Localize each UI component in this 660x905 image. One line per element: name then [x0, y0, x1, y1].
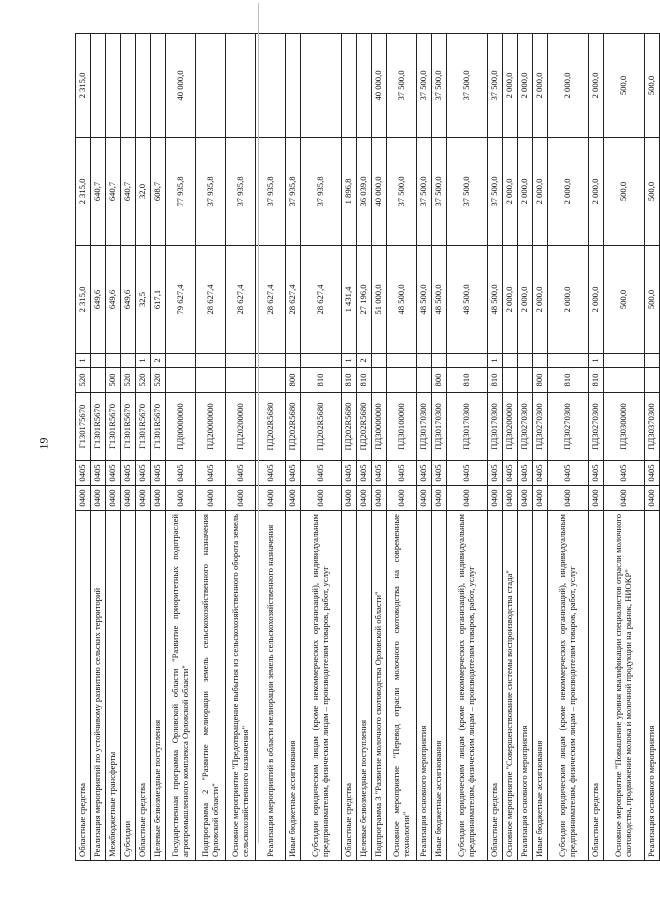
- source-code: [604, 354, 645, 368]
- source-code: [166, 354, 196, 368]
- source-code: [432, 354, 447, 368]
- vr-code: [417, 368, 432, 393]
- source-code: 2: [151, 354, 166, 368]
- vr-code: 520: [76, 368, 91, 393]
- row-name: Реализация мероприятий по устойчивому развитию сельских территорий: [91, 511, 106, 861]
- target-code: ПД30200000: [503, 393, 518, 461]
- row-name: Основное мероприятие "Повышение уровня квалификации специалистов отрасли молочного скотоводства, продвижение молока и молочной продукции на рынок, НИОКР": [604, 511, 645, 861]
- ved-code: 0400: [196, 486, 226, 511]
- target-code: ПД30170300: [447, 393, 488, 461]
- table-row: [166, 34, 196, 861]
- source-code: [503, 354, 518, 368]
- vr-code: [91, 368, 106, 393]
- source-code: 2: [357, 354, 372, 368]
- amount-1: 32,5: [136, 246, 151, 354]
- amount-2: 37 935,8: [256, 138, 286, 246]
- amount-2: 608,7: [151, 138, 166, 246]
- razdel-code: 0405: [533, 461, 548, 486]
- target-code: ПД30270300: [589, 393, 604, 461]
- amount-1: 79 627,4: [166, 246, 196, 354]
- amount-2: 37 935,8: [301, 138, 342, 246]
- amount-2: 37 500,0: [488, 138, 503, 246]
- amount-2: 640,7: [106, 138, 121, 246]
- vr-code: 810: [488, 368, 503, 393]
- ved-code: 0400: [372, 486, 387, 511]
- table-row: [447, 34, 488, 861]
- amount-3: [357, 34, 372, 138]
- amount-1: 500,0: [604, 246, 645, 354]
- table-row: [76, 34, 91, 861]
- ved-code: 0400: [604, 486, 645, 511]
- amount-3: 37 500,0: [488, 34, 503, 138]
- amount-1: 617,1: [151, 246, 166, 354]
- row-name: Субсидии юридическим лицам (кроме некоммерческих организаций), индивидуальным предпринимателям, физическим лицам – производителям товаров, работ, услуг: [447, 511, 488, 861]
- amount-3: [226, 34, 256, 138]
- ved-code: 0400: [447, 486, 488, 511]
- target-code: ПД202R5680: [256, 393, 286, 461]
- row-name: Областные средства: [589, 511, 604, 861]
- target-code: ПД30270300: [518, 393, 533, 461]
- ved-code: 0400: [151, 486, 166, 511]
- source-code: 1: [136, 354, 151, 368]
- table-row: [503, 34, 518, 861]
- row-name: Основное мероприятие "Предотвращение выбытия из сельскохозяйственного оборота земель сельскохозяйственного назначения": [226, 511, 256, 861]
- target-code: ПД30370300: [645, 393, 660, 461]
- vr-code: [372, 368, 387, 393]
- razdel-code: 0405: [76, 461, 91, 486]
- razdel-code: 0405: [432, 461, 447, 486]
- amount-1: 28 627,4: [226, 246, 256, 354]
- table-row: [604, 34, 645, 861]
- vr-code: [196, 368, 226, 393]
- row-name: Областные средства: [76, 511, 91, 861]
- ved-code: 0400: [301, 486, 342, 511]
- ved-code: 0400: [533, 486, 548, 511]
- amount-1: 649,6: [106, 246, 121, 354]
- amount-3: 500,0: [645, 34, 660, 138]
- amount-1: 649,6: [121, 246, 136, 354]
- source-code: 1: [488, 354, 503, 368]
- razdel-code: 0405: [136, 461, 151, 486]
- table-row: [226, 34, 256, 861]
- row-name: Субсидии юридическим лицам (кроме некоммерческих организаций), индивидуальным предпринимателям, физическим лицам – производителям товаров, работ, услуг: [301, 511, 342, 861]
- razdel-code: 0405: [106, 461, 121, 486]
- amount-2: 37 935,8: [286, 138, 301, 246]
- table-row: [357, 34, 372, 861]
- target-code: ПД20000000: [196, 393, 226, 461]
- table-row: [256, 34, 286, 861]
- ved-code: 0400: [226, 486, 256, 511]
- amount-3: [342, 34, 357, 138]
- table-row: [417, 34, 432, 861]
- amount-2: 640,7: [121, 138, 136, 246]
- target-code: ПД30170300: [432, 393, 447, 461]
- ved-code: 0400: [76, 486, 91, 511]
- amount-1: 28 627,4: [301, 246, 342, 354]
- table-row: [645, 34, 660, 861]
- ved-code: 0400: [432, 486, 447, 511]
- vr-code: 810: [301, 368, 342, 393]
- row-name: Областные средства: [136, 511, 151, 861]
- razdel-code: 0405: [645, 461, 660, 486]
- amount-3: [91, 34, 106, 138]
- amount-3: [106, 34, 121, 138]
- vr-code: 810: [447, 368, 488, 393]
- amount-1: 48 500,0: [417, 246, 432, 354]
- ved-code: 0400: [256, 486, 286, 511]
- amount-2: 500,0: [604, 138, 645, 246]
- row-name: Межбюджетные трансферты: [106, 511, 121, 861]
- vr-code: 810: [357, 368, 372, 393]
- amount-1: 28 627,4: [196, 246, 226, 354]
- target-code: ПД00000000: [166, 393, 196, 461]
- vr-code: [604, 368, 645, 393]
- amount-1: 28 627,4: [256, 246, 286, 354]
- vr-code: [518, 368, 533, 393]
- razdel-code: 0405: [166, 461, 196, 486]
- table-row: [372, 34, 387, 861]
- ved-code: 0400: [488, 486, 503, 511]
- vr-code: 810: [589, 368, 604, 393]
- vr-code: 520: [121, 368, 136, 393]
- amount-2: 37 500,0: [387, 138, 417, 246]
- amount-3: 40 000,0: [166, 34, 196, 138]
- source-code: [518, 354, 533, 368]
- target-code: ПД30100000: [387, 393, 417, 461]
- source-code: [533, 354, 548, 368]
- amount-3: 2 000,0: [503, 34, 518, 138]
- amount-2: 37 500,0: [432, 138, 447, 246]
- amount-1: 2 000,0: [548, 246, 589, 354]
- budget-table: [75, 33, 660, 861]
- amount-1: 48 500,0: [387, 246, 417, 354]
- ved-code: 0400: [357, 486, 372, 511]
- vr-code: 520: [136, 368, 151, 393]
- razdel-code: 0405: [372, 461, 387, 486]
- amount-1: 2 000,0: [589, 246, 604, 354]
- row-name: Областные средства: [342, 511, 357, 861]
- vr-code: 520: [151, 368, 166, 393]
- target-code: ПД30270300: [533, 393, 548, 461]
- source-code: [645, 354, 660, 368]
- row-name: Основное мероприятие "Совершенствование системы воспроизводства стада": [503, 511, 518, 861]
- amount-3: [196, 34, 226, 138]
- row-name: Реализация основного мероприятия: [417, 511, 432, 861]
- amount-3: 2 000,0: [518, 34, 533, 138]
- target-code: Г1301R5670: [151, 393, 166, 461]
- table-row: [91, 34, 106, 861]
- amount-3: [256, 34, 286, 138]
- ved-code: 0400: [286, 486, 301, 511]
- amount-2: 77 935,8: [166, 138, 196, 246]
- amount-1: 649,6: [91, 246, 106, 354]
- source-code: 1: [589, 354, 604, 368]
- vr-code: [166, 368, 196, 393]
- target-code: Г1301R5670: [121, 393, 136, 461]
- amount-1: 28 627,4: [286, 246, 301, 354]
- amount-2: 37 935,8: [196, 138, 226, 246]
- razdel-code: 0405: [121, 461, 136, 486]
- razdel-code: 0405: [286, 461, 301, 486]
- row-name: Субсидии юридическим лицам (кроме некоммерческих организаций), индивидуальным предпринимателям, физическим лицам – производителям товаров, работ, услуг: [548, 511, 589, 861]
- amount-3: 2 000,0: [589, 34, 604, 138]
- amount-3: 37 500,0: [387, 34, 417, 138]
- ved-code: 0400: [106, 486, 121, 511]
- source-code: [286, 354, 301, 368]
- source-code: [417, 354, 432, 368]
- table-row: [121, 34, 136, 861]
- vr-code: 800: [432, 368, 447, 393]
- amount-2: 37 935,8: [226, 138, 256, 246]
- vr-code: [645, 368, 660, 393]
- target-code: ПД202R5680: [342, 393, 357, 461]
- razdel-code: 0405: [91, 461, 106, 486]
- razdel-code: 0405: [589, 461, 604, 486]
- table-row: [589, 34, 604, 861]
- table-row: [301, 34, 342, 861]
- ved-code: 0400: [518, 486, 533, 511]
- amount-2: 2 315,0: [76, 138, 91, 246]
- target-code: ПД30300000: [604, 393, 645, 461]
- amount-3: 40 000,0: [372, 34, 387, 138]
- amount-2: 37 500,0: [447, 138, 488, 246]
- source-code: [447, 354, 488, 368]
- amount-1: 48 500,0: [447, 246, 488, 354]
- amount-2: 2 000,0: [503, 138, 518, 246]
- razdel-code: 0405: [256, 461, 286, 486]
- amount-2: 2 000,0: [589, 138, 604, 246]
- vr-code: [503, 368, 518, 393]
- target-code: ПД30170300: [417, 393, 432, 461]
- amount-2: 1 896,8: [342, 138, 357, 246]
- row-name: Иные бюджетные ассигнования: [533, 511, 548, 861]
- table-row: [342, 34, 357, 861]
- razdel-code: 0405: [503, 461, 518, 486]
- vr-code: 800: [286, 368, 301, 393]
- vr-code: [256, 368, 286, 393]
- page-number: 19: [36, 437, 51, 450]
- target-code: ПД30270300: [548, 393, 589, 461]
- amount-2: 36 039,0: [357, 138, 372, 246]
- amount-2: 40 000,0: [372, 138, 387, 246]
- amount-1: 27 196,0: [357, 246, 372, 354]
- source-code: [91, 354, 106, 368]
- source-code: 1: [342, 354, 357, 368]
- ved-code: 0400: [121, 486, 136, 511]
- amount-2: 2 000,0: [533, 138, 548, 246]
- ved-code: 0400: [136, 486, 151, 511]
- source-code: [372, 354, 387, 368]
- amount-2: 500,0: [645, 138, 660, 246]
- table-row: [533, 34, 548, 861]
- amount-2: 2 000,0: [548, 138, 589, 246]
- razdel-code: 0405: [226, 461, 256, 486]
- vr-code: [387, 368, 417, 393]
- amount-1: 500,0: [645, 246, 660, 354]
- razdel-code: 0405: [518, 461, 533, 486]
- amount-3: [301, 34, 342, 138]
- source-code: 1: [76, 354, 91, 368]
- amount-3: 2 000,0: [548, 34, 589, 138]
- table-row: [518, 34, 533, 861]
- razdel-code: 0405: [342, 461, 357, 486]
- ved-code: 0400: [645, 486, 660, 511]
- target-code: ПД202R5680: [286, 393, 301, 461]
- source-code: [121, 354, 136, 368]
- table-row: [548, 34, 589, 861]
- row-name: Субсидии: [121, 511, 136, 861]
- vr-code: 800: [533, 368, 548, 393]
- vr-code: 810: [548, 368, 589, 393]
- table-row: [387, 34, 417, 861]
- amount-2: 32,0: [136, 138, 151, 246]
- amount-3: [136, 34, 151, 138]
- source-code: [106, 354, 121, 368]
- amount-3: 2 000,0: [533, 34, 548, 138]
- row-name: Основное мероприятие "Перевод отрасли молочного скотоводства на современные технологии": [387, 511, 417, 861]
- razdel-code: 0405: [488, 461, 503, 486]
- row-name: Государственная программа Орловской области "Развитие приоритетных подотраслей агропромышленного комплекса Орловской области": [166, 511, 196, 861]
- amount-3: [286, 34, 301, 138]
- amount-3: [121, 34, 136, 138]
- table-row: [136, 34, 151, 861]
- razdel-code: 0405: [357, 461, 372, 486]
- amount-3: 37 500,0: [447, 34, 488, 138]
- amount-3: 500,0: [604, 34, 645, 138]
- amount-3: 37 500,0: [432, 34, 447, 138]
- amount-1: 2 000,0: [518, 246, 533, 354]
- row-name: Целевые безвозмездные поступления: [357, 511, 372, 861]
- row-name: Подпрограмма 2 "Развитие мелиорации земель сельскохозяйственного назначения Орловской области": [196, 511, 226, 861]
- table-row: [432, 34, 447, 861]
- vr-code: 810: [342, 368, 357, 393]
- row-name: Иные бюджетные ассигнования: [286, 511, 301, 861]
- source-code: [387, 354, 417, 368]
- source-code: [256, 354, 286, 368]
- razdel-code: 0405: [417, 461, 432, 486]
- source-code: [226, 354, 256, 368]
- row-name: Реализация мероприятий в области мелиорации земель сельскохозяйственного назначения: [256, 511, 286, 861]
- amount-1: 1 431,4: [342, 246, 357, 354]
- vr-code: 500: [106, 368, 121, 393]
- amount-1: 48 500,0: [432, 246, 447, 354]
- ved-code: 0400: [548, 486, 589, 511]
- ved-code: 0400: [91, 486, 106, 511]
- target-code: Г1301R5670: [106, 393, 121, 461]
- ved-code: 0400: [503, 486, 518, 511]
- row-name: Иные бюджетные ассигнования: [432, 511, 447, 861]
- amount-2: 640,7: [91, 138, 106, 246]
- table-row: [488, 34, 503, 861]
- amount-2: 2 000,0: [518, 138, 533, 246]
- row-name: Реализация основного мероприятия: [645, 511, 660, 861]
- source-code: [196, 354, 226, 368]
- razdel-code: 0405: [447, 461, 488, 486]
- ved-code: 0400: [417, 486, 432, 511]
- target-code: Г1301R5670: [91, 393, 106, 461]
- target-code: ПД202R5680: [357, 393, 372, 461]
- amount-1: 2 315,0: [76, 246, 91, 354]
- vr-code: [226, 368, 256, 393]
- source-code: [301, 354, 342, 368]
- target-code: Г130175670: [76, 393, 91, 461]
- amount-2: 37 500,0: [417, 138, 432, 246]
- ved-code: 0400: [387, 486, 417, 511]
- row-name: Целевые безвозмездные поступления: [151, 511, 166, 861]
- table-row: [196, 34, 226, 861]
- amount-3: 2 315,0: [76, 34, 91, 138]
- target-code: ПД30170300: [488, 393, 503, 461]
- target-code: ПД30000000: [372, 393, 387, 461]
- row-name: Областные средства: [488, 511, 503, 861]
- table-row: [151, 34, 166, 861]
- razdel-code: 0405: [604, 461, 645, 486]
- ved-code: 0400: [589, 486, 604, 511]
- source-code: [548, 354, 589, 368]
- ved-code: 0400: [166, 486, 196, 511]
- amount-3: [151, 34, 166, 138]
- target-code: ПД20200000: [226, 393, 256, 461]
- row-name: Подпрограмма 3 "Развитие молочного скотоводства Орловской области": [372, 511, 387, 861]
- amount-1: 48 500,0: [488, 246, 503, 354]
- amount-1: 2 000,0: [533, 246, 548, 354]
- ved-code: 0400: [342, 486, 357, 511]
- amount-1: 51 000,0: [372, 246, 387, 354]
- razdel-code: 0405: [301, 461, 342, 486]
- target-code: Г1301R5670: [136, 393, 151, 461]
- target-code: ПД202R5680: [301, 393, 342, 461]
- table-row: [106, 34, 121, 861]
- row-name: Реализация основного мероприятия: [518, 511, 533, 861]
- amount-3: 37 500,0: [417, 34, 432, 138]
- razdel-code: 0405: [548, 461, 589, 486]
- scan-fold-line: [258, 3, 259, 843]
- razdel-code: 0405: [387, 461, 417, 486]
- razdel-code: 0405: [196, 461, 226, 486]
- amount-1: 2 000,0: [503, 246, 518, 354]
- budget-table-rotated: [75, 34, 657, 861]
- razdel-code: 0405: [151, 461, 166, 486]
- table-row: [286, 34, 301, 861]
